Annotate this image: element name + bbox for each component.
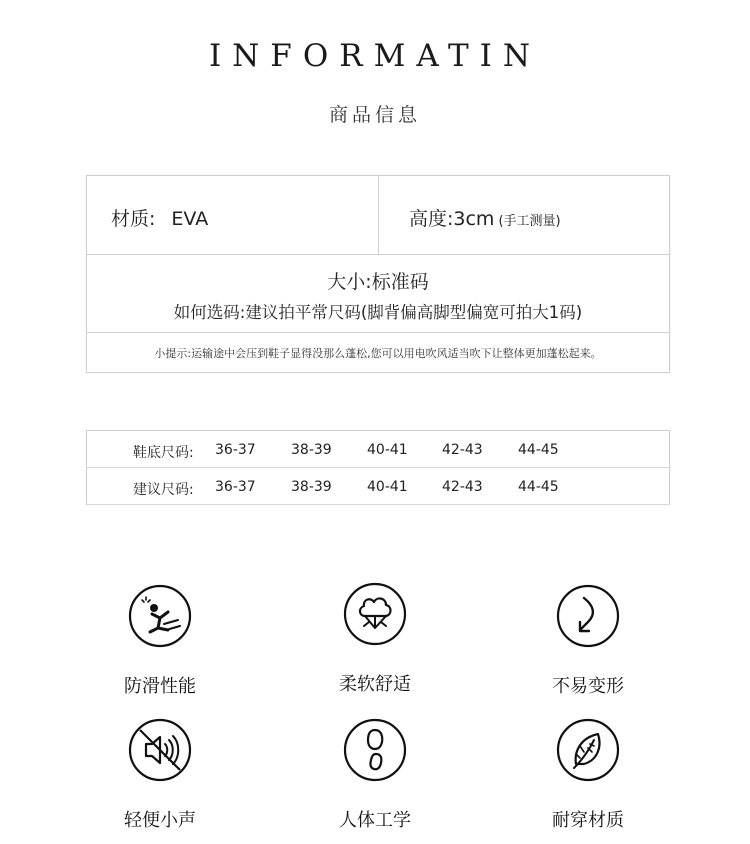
size-value: 44-45 <box>518 479 559 495</box>
height-cell <box>379 176 669 254</box>
feature-label: 人体工学 <box>339 810 411 831</box>
size-row-suggested <box>87 468 669 505</box>
material-cell <box>87 176 379 254</box>
page-title: INFORMATIN <box>208 38 542 74</box>
size-row-label: 鞋底尺码: <box>133 445 194 461</box>
feature-label: 防滑性能 <box>124 676 196 697</box>
size-row-sole <box>87 431 669 468</box>
height-label: 高度:3cm <box>409 208 495 230</box>
page-subtitle: 商品信息 <box>328 104 421 126</box>
feature-no-deform <box>503 584 673 698</box>
height-note: (手工测量) <box>498 214 561 229</box>
feature-label: 柔软舒适 <box>339 674 411 695</box>
feature-anti-slip <box>75 584 245 698</box>
size-chart <box>86 430 670 505</box>
mute-speaker-icon <box>128 718 192 782</box>
size-value: 36-37 <box>215 479 256 495</box>
size-value: 42-43 <box>442 442 483 458</box>
size-value: 38-39 <box>291 442 332 458</box>
size-value: 38-39 <box>291 479 332 495</box>
material-label: 材质: <box>111 208 156 230</box>
feature-label: 轻便小声 <box>124 810 196 831</box>
size-row-label: 建议尺码: <box>133 482 194 498</box>
feature-ergonomic <box>290 718 460 832</box>
product-info-table <box>86 175 670 373</box>
info-row-tip <box>87 333 669 372</box>
size-value: 40-41 <box>367 442 408 458</box>
feature-label: 耐穿材质 <box>552 810 624 831</box>
size-value: 36-37 <box>215 442 256 458</box>
info-row-size <box>87 255 669 333</box>
size-line: 大小:标准码 <box>327 271 429 293</box>
size-advice: 如何选码:建议拍平常尺码(脚背偏高脚型偏宽可拍大1码) <box>173 303 583 322</box>
feature-soft <box>290 582 460 696</box>
feature-durable <box>503 718 673 832</box>
anti-slip-icon <box>128 584 192 648</box>
footprint-icon <box>343 718 407 782</box>
cotton-icon <box>343 582 407 646</box>
size-value: 42-43 <box>442 479 483 495</box>
tip-text: 小提示:运输途中会压到鞋子显得没那么蓬松,您可以用电吹风适当吹下让整体更加蓬松起来。 <box>154 347 602 360</box>
size-value: 44-45 <box>518 442 559 458</box>
bend-arrow-icon <box>556 584 620 648</box>
size-value: 40-41 <box>367 479 408 495</box>
material-value: EVA <box>171 208 209 230</box>
info-row-material-height <box>87 176 669 255</box>
feature-quiet <box>75 718 245 832</box>
feature-label: 不易变形 <box>552 676 624 697</box>
leaf-icon <box>556 718 620 782</box>
